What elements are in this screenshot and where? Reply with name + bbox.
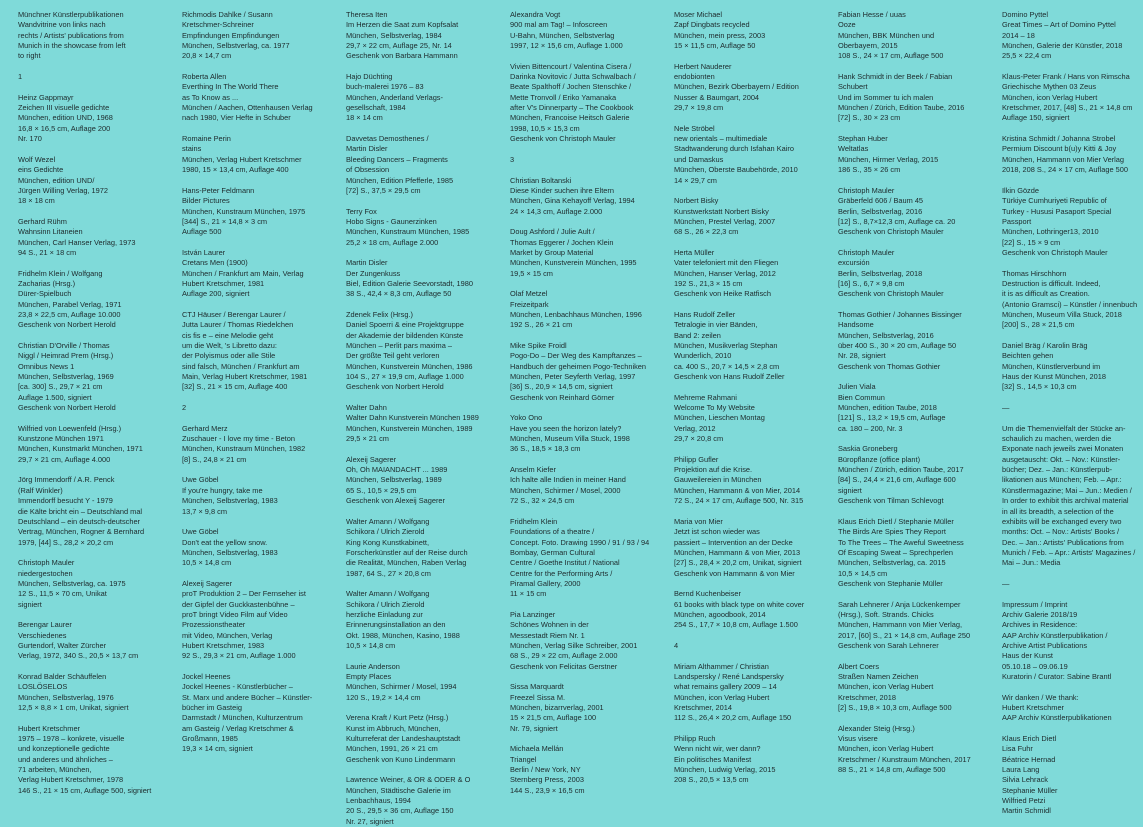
catalog-entry: Roberta Allen Everthing In The World There as To Know as ... München / Aachen, Ottenhausen Verlag nach 1980, Vier Hefte in Schuber bbox=[182, 72, 313, 123]
catalog-entry: Uwe Göbel Don't eat the yellow snow. München, Selbstverlag, 1983 10,5 × 14,8 cm bbox=[182, 527, 278, 568]
catalog-entry: Sarah Lehnerer / Anja Lückenkemper (Hrsg.), Soft. Strands. Chicks München, Hammann von Mier Verlag, 2017, [60] S., 21 × 14,8 cm, Auflage 250 Geschenk von Sarah Lehnerer bbox=[838, 599, 971, 650]
catalog-entry: Herbert Nauderer endobionten München, Bezirk Oberbayern / Edition Nusser & Baumgart, 2004 29,7 × 19,8 cm bbox=[674, 61, 799, 113]
catalog-entry: Fabian Hesse / uuas Ooze München, BBK München und Oberbayern, 2015 108 S., 24 × 17 cm, Auflage 500 bbox=[838, 10, 944, 61]
catalog-entry: Saskia Groneberg Büropflanze (office plant) München / Zürich, edition Taube, 2017 [84] S., 24,4 × 21,6 cm, Auflage 600 signiert Geschenk von Tilman Schlevogt bbox=[838, 444, 964, 506]
catalog-entry: Thomas Gothier / Johannes Bissinger Handsome München, Selbstverlag, 2016 über 400 S., 30 × 20 cm, Auflage 50 Nr. 28, signiert Geschenk von Thomas Gothier bbox=[838, 309, 962, 371]
catalog-entry: Thomas Hirschhorn Destruction is difficult. Indeed, it is as difficult as Creation. (Antonio Gramsci) – Künstler / innenbuch München, Museum Villa Stuck, 2018 [200] S., 28 × 21,5 cm bbox=[1002, 268, 1138, 330]
catalog-entry: Ilkin Gözde Türkiye Cumhuriyeti Republic of Turkey - Hususi Pasaport Special Passport München, Lothringer13, 2010 [22] S., 15 × 9 cm Geschenk von Christoph Mauler bbox=[1002, 185, 1112, 257]
catalog-entry: Olaf Metzel Freizeitpark München, Lenbachhaus München, 1996 192 S., 26 × 21 cm bbox=[510, 289, 642, 330]
catalog-entry: Verena Kraft / Kurt Petz (Hrsg.) Kunst im Abbruch, München, Kulturreferat der Landeshauptstadt München, 1991, 26 × 21 cm Geschenk von Kuno Lindenmann bbox=[346, 713, 461, 764]
catalog-entry: Alexeij Sagerer Oh, Oh MAIANDACHT ... 1989 München, Selbstverlag, 1989 65 S., 10,5 × 29,5 cm Geschenk von Alexeij Sagerer bbox=[346, 454, 448, 506]
catalog-entry: Miriam Althammer / Christian Landspersky / René Landspersky what remains gallery 2009 – 14 München, icon Verlag Hubert Kretschmer, 2014 112 S., 26,4 × 20,2 cm, Auflage 150 bbox=[674, 661, 792, 723]
catalog-entry: István Laurer Cretans Men (1900) München / Frankfurt am Main, Verlag Hubert Kretschmer, 1981 Auflage 200, signiert bbox=[182, 247, 304, 299]
catalog-entry: Wilfried von Loewenfeld (Hrsg.) Kunstzone München 1971 München, Kunstmarkt München, 1971 29,7 × 21 cm, Auflage 4.000 bbox=[18, 423, 143, 464]
catalog-entry: — bbox=[1002, 578, 1010, 588]
catalog-entry: 4 bbox=[674, 640, 679, 650]
catalog-entry: Christoph Mauler niedergestochen München, Selbstverlag, ca. 1975 12 S., 11,5 × 70 cm, Unikat signiert bbox=[18, 558, 126, 609]
catalog-entry: Mike Spike Froidl Pogo-Do – Der Weg des Kampftanzes – Handbuch der geheimen Pogo-Techniken München, Peter Seyferth Verlag, 1997 [36] S., 20,9 × 14,5 cm, signiert Geschenk von Reinhard Görner bbox=[510, 341, 646, 402]
catalog-entry: Walter Amann / Wolfgang Schikora / Ulrich Zierold herzliche Einladung zur Erinnerungsinstallation an den Okt. 1988, München, Kasino, 1988 10,5 × 14,8 cm bbox=[346, 589, 460, 650]
catalog-entry: Davvetas Demosthenes / Martin Disler Bleeding Dancers – Fragments of Obsession München, Edition Pfefferle, 1985 [72] S., 37,5 × 29,5 cm bbox=[346, 134, 454, 195]
catalog-entry: Vivien Bittencourt / Valentina Cisera / Darinka Novitovic / Jutta Schwalbach / Beate Spalthoff / Jochen Stenschke / Mette Tronvoll / Eriko Yamanaka after V's Dinnerparty – The Cookbook München, Francoise Heitsch Galerie 1998, 10,5 × 15,3 cm Geschenk von Christoph Mauler bbox=[510, 61, 636, 144]
catalog-entry: Hans-Peter Feldmann Bilder Pictures München, Kunstraum München, 1975 [344] S., 21 × 14,8 × 3 cm Auflage 500 bbox=[182, 185, 306, 237]
catalog-entry: Kristina Schmidt / Johanna Strobel Permium Discount b(u)y Kitti & Joy München, Hammann von Mier Verlag 2018, 208 S., 24 × 17 cm, Auflage 500 bbox=[1002, 134, 1128, 175]
catalog-entry: Heinz Gappmayr Zeichen III visuelle gedichte München, edition UND, 1968 16,8 × 16,5 cm, Auflage 200 Nr. 170 bbox=[18, 92, 113, 144]
column-3 bbox=[346, 10, 503, 826]
catalog-entry: Hajo Düchting buch-malerei 1976 – 83 München, Anderland Verlags- gesellschaft, 1984 18 × 14 cm bbox=[346, 72, 443, 123]
catalog-entry: Anselm Kiefer Ich halte alle Indien in meiner Hand München, Schirmer / Mosel, 2000 72 S., 32 × 24,5 cm bbox=[510, 465, 626, 506]
catalog-entry: Nele Ströbel new orientals – multimediale Stadtwanderung durch Isfahan Kairo und Damaskus München, Oberste Baubehörde, 2010 14 × 29,7 cm bbox=[674, 123, 798, 185]
catalog-entry: Zdenek Felix (Hrsg.) Daniel Spoerri & eine Projektgruppe der Akademie der bildenden Künste München – Perlit pars maxima – Der größte Teil geht verloren München, Kunstverein München, 1986 104 S., 27 × 19,9 cm, Auflage 1.000 Geschenk von Norbert Herold bbox=[346, 309, 473, 392]
catalog-entry: Albert Coers Straßen Namen Zeichen München, icon Verlag Hubert Kretschmer, 2018 [2] S., 19,8 × 10,3 cm, Auflage 500 bbox=[838, 661, 952, 713]
column-5 bbox=[674, 10, 831, 800]
catalog-entry: Christian D'Orville / Thomas Niggl / Heimrad Prem (Hrsg.) Omnibus News 1 München, Selbstverlag, 1969 [ca. 300] S., 29,7 × 21 cm Auflage 1.500, signiert Geschenk von Norbert Herold bbox=[18, 341, 116, 413]
catalog-entry: Herta Müller Vater telefoniert mit den Fliegen München, Hanser Verlag, 2012 192 S., 21,3 × 15 cm Geschenk von Heike Ratfisch bbox=[674, 247, 779, 299]
catalog-entry: Maria von Mier Jetzt ist schon wieder was passiert – Intervention an der Decke München, Hammann & von Mier, 2013 [27] S., 28,4 × 20,2 cm, Unikat, signiert Geschenk von Hammann & von Mier bbox=[674, 516, 802, 578]
catalog-entry: Bernd Kuchenbeiser 61 books with black type on white cover München, agoodbook, 2014 254 S., 17,7 × 10,8 cm, Auflage 1.500 bbox=[674, 589, 805, 630]
catalog-entry: Laurie Anderson Empty Places München, Schirmer / Mosel, 1994 120 S., 19,2 × 14,4 cm bbox=[346, 661, 457, 702]
catalog-entry: 2 bbox=[182, 403, 187, 413]
catalog-entry: Hank Schmidt in der Beek / Fabian Schubert Und im Sommer tu ich malen München / Zürich, Edition Taube, 2016 [72] S., 30 × 23 cm bbox=[838, 72, 965, 123]
catalog-entry: Philipp Ruch Wenn nicht wir, wer dann? Ein politisches Manifest München, Ludwig Verlag, 2015 208 S., 20,5 × 13,5 cm bbox=[674, 734, 776, 785]
catalog-entry: Romaine Perin stains München, Verlag Hubert Kretschmer 1980, 15 × 13,4 cm, Auflage 400 bbox=[182, 134, 302, 175]
catalog-entry: Alexander Steig (Hrsg.) Visus visere München, icon Verlag Hubert Kretschmer / Kunstraum München, 2017 88 S., 21 × 14,8 cm, Auflage 500 bbox=[838, 723, 971, 775]
column-2 bbox=[182, 10, 339, 800]
catalog-entry: Hans Rudolf Zeller Tetralogie in vier Bänden, Band 2: zeilen München, Musikverlag Stephan Wunderlich, 2010 ca. 400 S., 20,7 × 14,5 × 2,8 cm Geschenk von Hans Rudolf Zeller bbox=[674, 309, 785, 382]
catalog-entry: Jörg Immendorff / A.R. Penck (Ralf Winkler) Immendorff besucht Y - 1979 die Kälte bricht ein – Deutschland mal Deutschland – ein deutsch-deutscher Vertrag, München, Rogner & Bernhard 1979, [44] S., 28,2 × 20,2 cm bbox=[18, 475, 145, 547]
catalog-entry: Münchner Künstlerpublikationen Wandvitrine von links nach rechts / Artists' publications from Munich in the showcase from left to right bbox=[18, 10, 126, 61]
catalog-entry: Jockel Heenes Jockel Heenes - Künstlerbücher – St. Marx und andere Bücher – Künstler- bücher im Gasteig Darmstadt / München, Kulturzentrum am Gasteig / Verlag Kretschmer & Großmann, 1985 19,3 × 14 cm, signiert bbox=[182, 672, 313, 754]
catalog-entry: 3 bbox=[510, 154, 515, 164]
catalog-entry: Philipp Gufler Projektion auf die Krise. Gauweilereien in München München, Hammann & von Mier, 2014 72 S., 24 × 17 cm, Auflage 500, Nr. 315 bbox=[674, 454, 804, 506]
catalog-entry: Walter Dahn Walter Dahn Kunstverein München 1989 München, Kunstverein München, 1989 29,5 × 21 cm bbox=[346, 403, 479, 444]
catalog-entry: Martin Disler Der Zungenkuss Biel, Edition Galerie Seevorstadt, 1980 38 S., 42,4 × 8,3 cm, Auflage 50 bbox=[346, 258, 473, 299]
catalog-entry: Doug Ashford / Julie Ault / Thomas Eggerer / Jochen Klein Market by Group Material München, Kunstverein München, 1995 19,5 × 15 cm bbox=[510, 227, 637, 278]
catalog-entry: Berengar Laurer Verschiedenes Gurtendorf, Walter Zürcher Verlag, 1972, 340 S., 20,5 × 13,7 cm bbox=[18, 620, 139, 661]
catalog-entry: Fridhelm Klein Foundations of a theatre / Concept. Foto. Drawing 1990 / 91 / 93 / 94 Bombay, German Cultural Centre / Goethe Institut / National Centre for the Performing Arts / Piramal Gallery, 2000 11 × 15 cm bbox=[510, 516, 650, 599]
catalog-entry: Yoko Ono Have you seen the horizon lately? München, Museum Villa Stuck, 1998 36 S., 18,5 × 18,3 cm bbox=[510, 413, 630, 454]
catalog-entry: Norbert Bisky Kunstwerkstatt Norbert Bisky München, Prestel Verlag, 2007 68 S., 26 × 22,3 cm bbox=[674, 196, 776, 237]
column-6 bbox=[838, 10, 995, 800]
catalog-entry: Christoph Mauler excursión Berlin, Selbstverlag, 2018 [16] S., 6,7 × 9,8 cm Geschenk von Christoph Mauler bbox=[838, 247, 944, 299]
catalog-entry: Alexandra Vogt 900 mal am Tag! – Infoscreen U-Bahn, München, Selbstverlag 1997, 12 × 15,6 cm, Auflage 1.000 bbox=[510, 10, 623, 51]
column-7 bbox=[1002, 10, 1143, 816]
catalog-entry: Klaus-Peter Frank / Hans von Rimscha Griechische Mythen 03 Zeus München, icon Verlag Hubert Kretschmer, 2017, [48] S., 21 × 14,8 cm Auflage 150, signiert bbox=[1002, 72, 1133, 123]
catalog-entry: Terry Fox Hobo Signs - Gaunerzinken München, Kunstraum München, 1985 25,2 × 18 cm, Auflage 2.000 bbox=[346, 206, 470, 247]
catalog-entry: Richmodis Dahlke / Susann Kretschmer-Schreiner Empfindungen Empfindungen München, Selbstverlag, ca. 1977 20,8 × 14,7 cm bbox=[182, 10, 290, 61]
catalog-entry: Michaela Mellán Triangel Berlin / New York, NY Sternberg Press, 2003 144 S., 23,9 × 16,5 cm bbox=[510, 744, 585, 795]
catalog-entry: Mehreme Rahmani Welcome To My Website München, Lieschen Montag Verlag, 2012 29,7 × 20,8 cm bbox=[674, 392, 765, 444]
catalog-entry: Theresa Iten Im Herzen die Saat zum Kopfsalat München, Selbstverlag, 1984 29,7 × 22 cm, Auflage 25, Nr. 14 Geschenk von Barbara Hammann bbox=[346, 10, 459, 61]
catalog-entry: Stephan Huber Weltatlas München, Hirmer Verlag, 2015 186 S., 35 × 26 cm bbox=[838, 134, 939, 175]
catalog-entry: Alexeij Sagerer proT Produktion 2 – Der Fernseher ist der Gipfel der Guckkastenbühne – proT bringt Video Film auf Video Prozessionstheater mit Video, München, Verlag Hubert Kretschmer, 1983 92 S., 29,3 × 21 cm, Auflage 1.000 bbox=[182, 578, 306, 661]
catalog-entry: Pia Lanzinger Schönes Wohnen in der Messestadt Riem Nr. 1 München, Verlag Silke Schreiber, 2001 68 S., 29 × 22 cm, Auflage 2.000 Geschenk von Felicitas Gerstner bbox=[510, 609, 638, 671]
column-1 bbox=[18, 10, 175, 800]
catalog-entry: Impressum / Imprint Archiv Galerie 2018/19 Archives in Residence: AAP Archiv Künstlerpublikation / Archive Artist Publications Haus der Kunst 05.10.18 – 09.06.19 Kuratorin / Curator: Sabine Brantl bbox=[1002, 599, 1112, 681]
catalog-entry: CTJ Häuser / Berengar Laurer / Jutta Laurer / Thomas Riedelchen cis fis e – eine Melodie geht um die Welt, 's Libretto dazu: der Polyismus oder alle Stile sind falsch, München / Frankfurt am Main, Verlag Hubert Kretschmer, 1981 [32] S., 21 × 15 cm, Auflage 400 bbox=[182, 309, 308, 392]
catalog-entry: Gerhard Rühm Wahnsinn Litaneien München, Carl Hanser Verlag, 1973 94 S., 21 × 18 cm bbox=[18, 216, 136, 257]
catalog-entry: Wir danken / We thank: Hubert Kretschmer AAP Archiv Künstlerpublikationen bbox=[1002, 692, 1112, 723]
catalog-entry: Christian Boltanski Diese Kinder suchen ihre Eltern München, Gina Kehayoff Verlag, 1994 24 × 14,3 cm, Auflage 2.000 bbox=[510, 175, 635, 216]
catalog-entry: Domino Pyttel Great Times – Art of Domino Pyttel 2014 – 18 München, Galerie der Künstler, 2018 25,5 × 22,4 cm bbox=[1002, 10, 1123, 61]
catalog-entry: Konrad Balder Schäuffelen LOSLÖSELOS München, Selbstverlag, 1976 12,5 × 8,8 × 1 cm, Unikat, signiert bbox=[18, 672, 129, 713]
catalog-entry: Sissa Marquardt Freezel Sissa M. München, bizarrverlag, 2001 15 × 21,5 cm, Auflage 100 Nr. 79, signiert bbox=[510, 682, 604, 733]
catalog-entry: Walter Amann / Wolfgang Schikora / Ulrich Zierold King Kong Kunstkabinett, Forscherkünstler auf der Reise durch die Realität, München, Raben Verlag 1987, 64 S., 27 × 20,8 cm bbox=[346, 516, 468, 578]
column-4 bbox=[510, 10, 667, 800]
catalog-entry: Wolf Wezel eins Gedichte München, edition UND/ Jürgen Willing Verlag, 1972 18 × 18 cm bbox=[18, 154, 108, 206]
catalog-entry: Klaus Erich Dietl Lisa Fuhr Béatrice Hernad Laura Lang Silvia Lehrack Stephanie Müller Wilfried Petzi Martin Schmidl bbox=[1002, 734, 1058, 816]
catalog-entry: — bbox=[1002, 403, 1010, 413]
catalog-entry: Lawrence Weiner, & OR & ODER & O München, Städtische Galerie im Lenbachhaus, 1994 20 S., 29,5 × 36 cm, Auflage 150 Nr. 27, signiert bbox=[346, 775, 471, 826]
catalog-entry: Christoph Mauler Gräberfeld 606 / Baum 45 Berlin, Selbstverlag, 2016 [12] S., 8,7×12,3 cm, Auflage ca. 20 Geschenk von Christoph Mauler bbox=[838, 185, 956, 237]
catalog-entry: Fridhelm Klein / Wolfgang Zacharias (Hrsg.) Dürer-Spielbuch München, Parabel Verlag, 1971 23,8 × 22,5 cm, Auflage 10.000 Geschenk von Norbert Herold bbox=[18, 268, 122, 330]
catalog-entry: Gerhard Merz Zuschauer - I love my time - Beton München, Kunstraum München, 1982 [8] S., 24,8 × 21 cm bbox=[182, 423, 306, 464]
catalog-entry: Um die Themenvielfalt der Stücke an- schaulich zu machen, werden die Exponate nach jeweils zwei Monaten ausgetauscht: Okt. – Nov.: Künstler- bücher; Dez. – Jan.: Künstlerpub- likationen aus München; Feb. – Apr.: Künstlermagazine; Mai – Jun.: Medien / In order to exhibit this archival material in all its breadth, a selection of the exhibits will be exchanged every two months: Oct. – Nov.: Artists' Books / Dec. – Jan.: Artists' Publications from Munich / Feb. – Apr.: Artists' Magazines / Mai – Jun.: Media bbox=[1002, 423, 1136, 568]
catalog-entry: Hubert Kretschmer 1975 – 1978 – konkrete, visuelle und konzeptionelle gedichte und anderes und ähnliches – 71 arbeiten, München, Verlag Hubert Kretschmer, 1978 146 S., 21 × 15 cm, Auflage 500, signiert bbox=[18, 723, 152, 795]
catalog-entry: Julien Viala Bien Commun München, edition Taube, 2018 [121] S., 13,2 × 19,5 cm, Auflage ca. 180 – 200, Nr. 3 bbox=[838, 382, 946, 433]
catalog-entry: Moser Michael Zapf Dingbats recycled München, mein press, 2003 15 × 11,5 cm, Auflage 50 bbox=[674, 10, 766, 51]
catalog-entry: Uwe Göbel If you're hungry, take me München, Selbstverlag, 1983 13,7 × 9,8 cm bbox=[182, 475, 278, 516]
catalog-entry: Daniel Bräg / Karolin Bräg Beichten gehen München, Künstlerverbund im Haus der Kunst München, 2018 [32] S., 14,5 × 10,3 cm bbox=[1002, 341, 1106, 392]
catalog-entry: 1 bbox=[18, 72, 23, 82]
catalog-entry: Klaus Erich Dietl / Stephanie Müller The Birds Are Spies They Report To The Trees – The Aweful Sweetness Of Escaping Sweat – Sprechperlen München, Selbstverlag, ca. 2015 10,5 × 14,5 cm Geschenk von Stephanie Müller bbox=[838, 516, 964, 588]
